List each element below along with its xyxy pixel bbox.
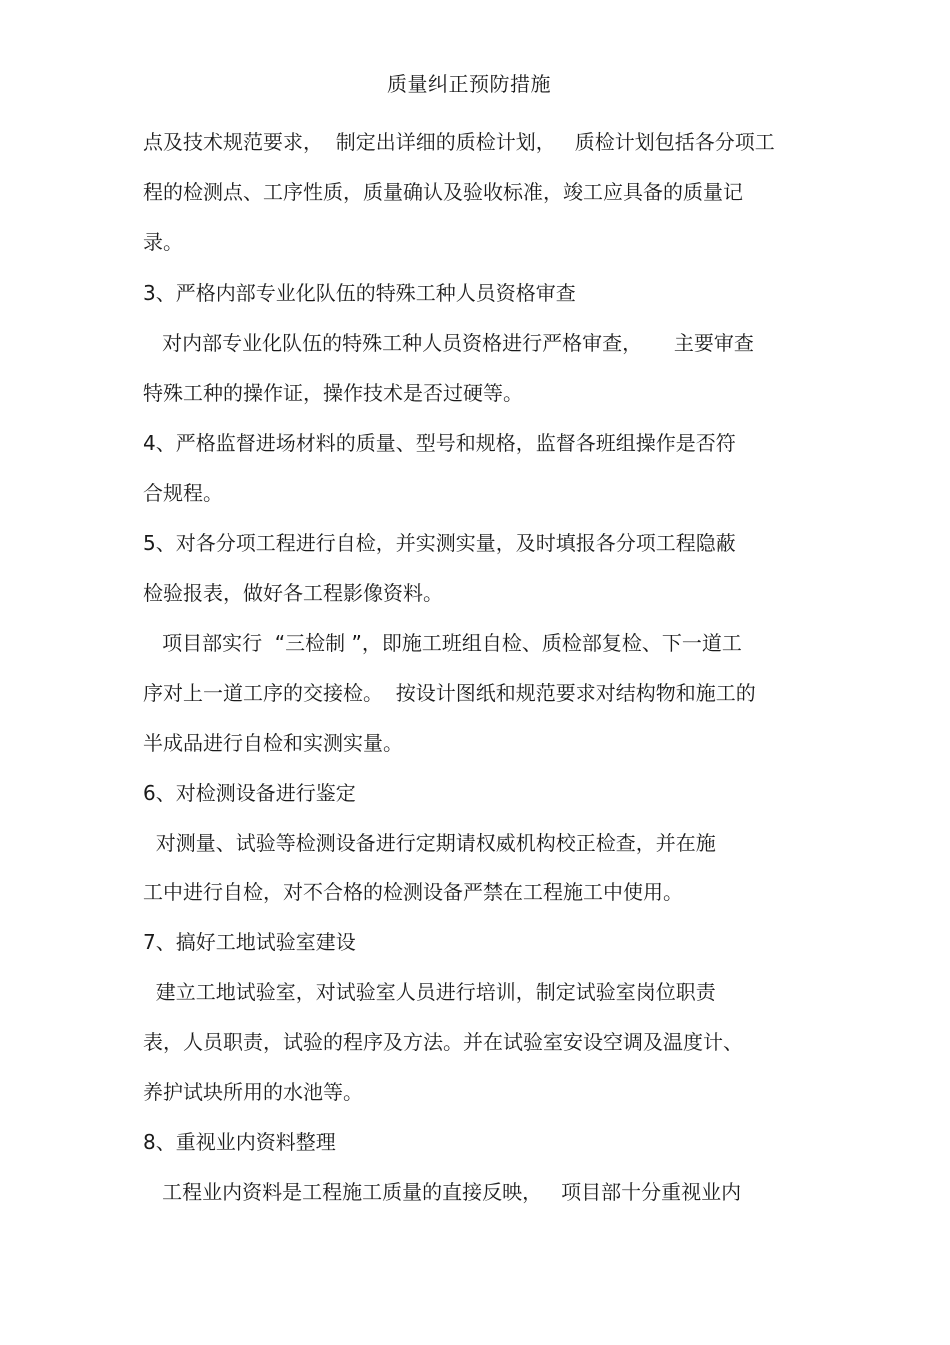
section-heading: 3、严格内部专业化队伍的特殊工种人员资格审查 <box>143 281 576 305</box>
text-line: 工程业内资料是工程施工质量的直接反映， 项目部十分重视业内 <box>143 1180 742 1204</box>
text-line: 建立工地试验室，对试验室人员进行培训，制定试验室岗位职责 <box>143 980 716 1004</box>
text-line: 特殊工种的操作证，操作技术是否过硬等。 <box>143 381 523 405</box>
section-heading: 6、对检测设备进行鉴定 <box>143 781 356 805</box>
section-heading: 7、搞好工地试验室建设 <box>143 930 356 954</box>
text-line: 工中进行自检，对不合格的检测设备严禁在工程施工中使用。 <box>143 880 683 904</box>
text-line: 养护试块所用的水池等。 <box>143 1080 363 1104</box>
text-line: 对测量、试验等检测设备进行定期请权威机构校正检查，并在施 <box>143 831 716 855</box>
text-line: 序对上一道工序的交接检。 按设计图纸和规范要求对结构物和施工的 <box>143 681 756 705</box>
page-title: 质量纠正预防措施 <box>387 72 551 96</box>
text-line: 录。 <box>143 230 183 254</box>
section-heading: 4、严格监督进场材料的质量、型号和规格，监督各班组操作是否符 <box>143 431 736 455</box>
section-heading: 5、对各分项工程进行自检，并实测实量，及时填报各分项工程隐蔽 <box>143 531 736 555</box>
text-line: 半成品进行自检和实测实量。 <box>143 731 403 755</box>
text-line: 项目部实行 “三检制 ”，即施工班组自检、质检部复检、下一道工 <box>143 631 742 655</box>
text-line: 点及技术规范要求， 制定出详细的质检计划， 质检计划包括各分项工 <box>143 130 775 154</box>
text-line: 表，人员职责，试验的程序及方法。并在试验室安设空调及温度计、 <box>143 1030 743 1054</box>
text-line: 程的检测点、工序性质，质量确认及验收标准，竣工应具备的质量记 <box>143 180 743 204</box>
text-line: 检验报表，做好各工程影像资料。 <box>143 581 443 605</box>
text-line: 对内部专业化队伍的特殊工种人员资格进行严格审查， 主要审查 <box>143 331 754 355</box>
text-line: 合规程。 <box>143 481 223 505</box>
section-heading: 8、重视业内资料整理 <box>143 1130 336 1154</box>
